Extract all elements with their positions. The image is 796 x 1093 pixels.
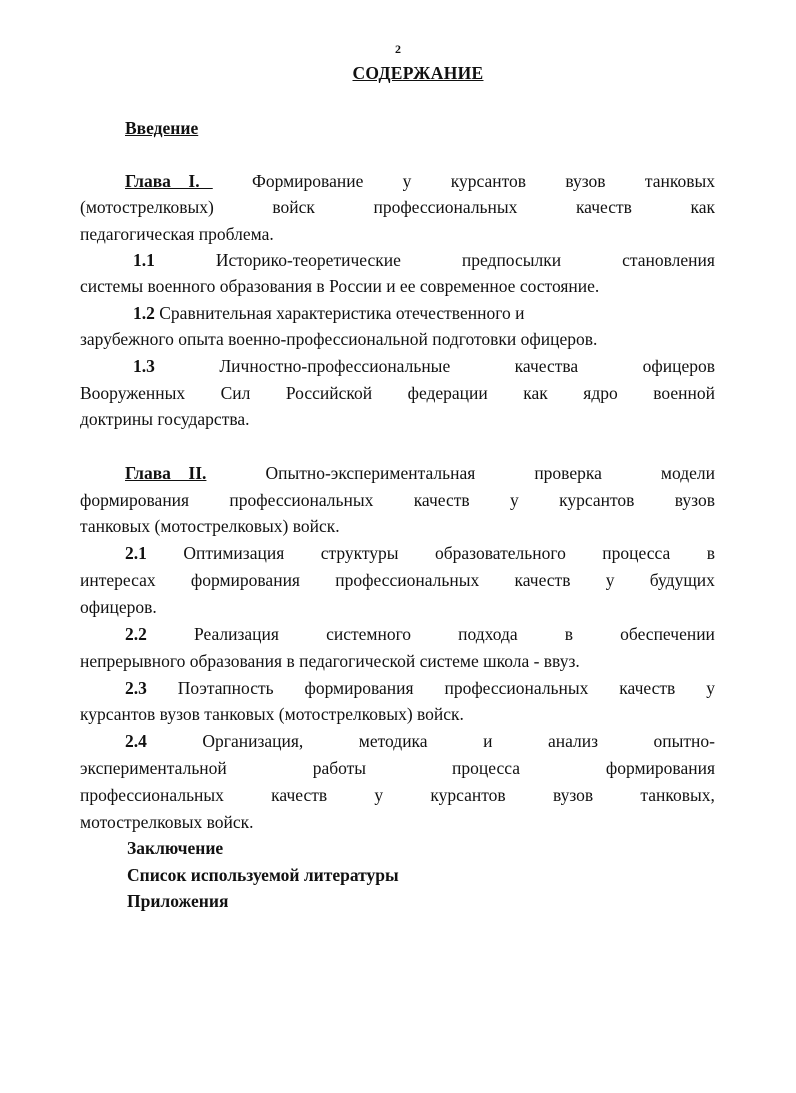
word: формирования [190,570,300,590]
word: профессиональных [373,197,518,217]
section-2-1-line-3: офицеров. [80,597,157,617]
word: качеств [271,785,328,805]
word: профессиональных [80,785,224,805]
word: структуры [320,543,399,563]
word: в [564,624,574,644]
word: становления [622,250,715,270]
section-2-3-line-1 [125,677,715,699]
word: в [706,543,715,563]
word: Формирование [252,171,364,191]
chapter-2-line-2 [80,489,715,511]
word: как [523,383,548,403]
section-2-3-line-2: курсантов вузов танковых (мотострелковых) войск. [80,704,464,724]
chapter-1-line-2 [80,196,715,218]
section-1-2-text: Сравнительная характеристика отечественного и [159,303,525,323]
word: опытно- [653,731,715,751]
word: работы [312,758,367,778]
word: профессиональных [229,490,374,510]
word: качества [514,356,579,376]
word: у [706,678,715,698]
word: Оптимизация [183,543,285,563]
word: вузов [674,490,715,510]
section-1-3-line-3: доктрины государства. [80,409,250,429]
word: Личностно-профессиональные [219,356,451,376]
section-2-1-number: 2.1 [125,543,147,563]
word: Историко-теоретические [215,250,401,270]
word: у [374,785,384,805]
word: ядро [583,383,618,403]
toc-intro: Введение [125,118,199,138]
section-1-1-number: 1.1 [133,250,155,270]
word: Сил [220,383,251,403]
section-2-4-line-4: мотострелковых войск. [80,812,254,832]
chapter-1-line-3: педагогическая проблема. [80,224,274,244]
word: курсантов [430,785,506,805]
section-1-3-line-2 [80,382,715,404]
word: (мотострелковых) [80,197,214,217]
section-2-2-number: 2.2 [125,624,147,644]
word: процесса [452,758,520,778]
word: вузов [552,785,594,805]
section-2-2-line-2: непрерывного образования в педагогической системе школа - ввуз. [80,651,580,671]
section-1-1-line-2: системы военного образования в России и ее современное состояние. [80,276,600,296]
word: танковых [644,171,715,191]
word: и [483,731,493,751]
word: качеств [413,490,470,510]
section-1-1-line-1 [133,249,715,271]
word: войск [272,197,315,217]
word: Вооруженных [80,383,186,403]
word: предпосылки [461,250,562,270]
word: качеств [575,197,632,217]
section-2-4-line-2 [80,757,715,779]
section-2-1-line-1 [125,542,715,564]
word: анализ [547,731,599,751]
word: будущих [649,570,715,590]
word: системного [326,624,412,644]
word: обеспечении [620,624,715,644]
section-1-3-line-1 [133,355,715,377]
word: Поэтапность [177,678,274,698]
word: курсантов [450,171,527,191]
word: федерации [407,383,488,403]
section-2-4-line-1 [125,730,715,752]
section-2-4-number: 2.4 [125,731,147,751]
word: профессиональных [444,678,589,698]
word: методика [358,731,428,751]
word: образовательного [435,543,566,563]
chapter-1-label: Глава I. [125,171,213,191]
chapter-2-label: Глава II. [125,463,207,483]
word: модели [660,463,715,483]
word: интересах [80,570,156,590]
section-2-3-number: 2.3 [125,678,147,698]
word: формирования [605,758,715,778]
chapter-2-line-3: танковых (мотострелковых) войск. [80,516,340,536]
chapter-1-line-1 [125,170,715,192]
toc-conclusion: Заключение [127,838,224,858]
word: у [510,490,519,510]
word: у [402,171,412,191]
word: качеств [514,570,571,590]
word: офицеров [642,356,715,376]
word: военной [653,383,715,403]
section-1-3-number: 1.3 [133,356,155,376]
word: у [605,570,615,590]
section-1-2-line-1 [133,302,524,324]
section-2-4-line-3 [80,784,715,806]
toc-references: Список используемой литературы [127,865,399,885]
page-number: 2 [395,42,401,56]
word: подхода [458,624,518,644]
toc-appendices: Приложения [127,891,229,911]
word: вузов [565,171,606,191]
page-title: СОДЕРЖАНИЕ [352,63,484,83]
word: как [690,197,715,217]
word: процесса [602,543,671,563]
word: Организация, [202,731,304,751]
word: Российской [285,383,373,403]
word: Опытно-экспериментальная [265,463,476,483]
word: формирования [304,678,414,698]
word: профессиональных [335,570,480,590]
section-1-2-line-2: зарубежного опыта военно-профессиональной подготовки офицеров. [80,329,598,349]
word: формирования [80,490,190,510]
chapter-2-line-1 [125,462,715,484]
word: качеств [619,678,676,698]
word: курсантов [559,490,635,510]
section-2-2-line-1 [125,623,715,645]
word: Реализация [193,624,279,644]
word: экспериментальной [80,758,227,778]
word: танковых, [640,785,715,805]
word: проверка [534,463,602,483]
section-2-1-line-2 [80,569,715,591]
section-1-2-number: 1.2 [133,303,155,323]
